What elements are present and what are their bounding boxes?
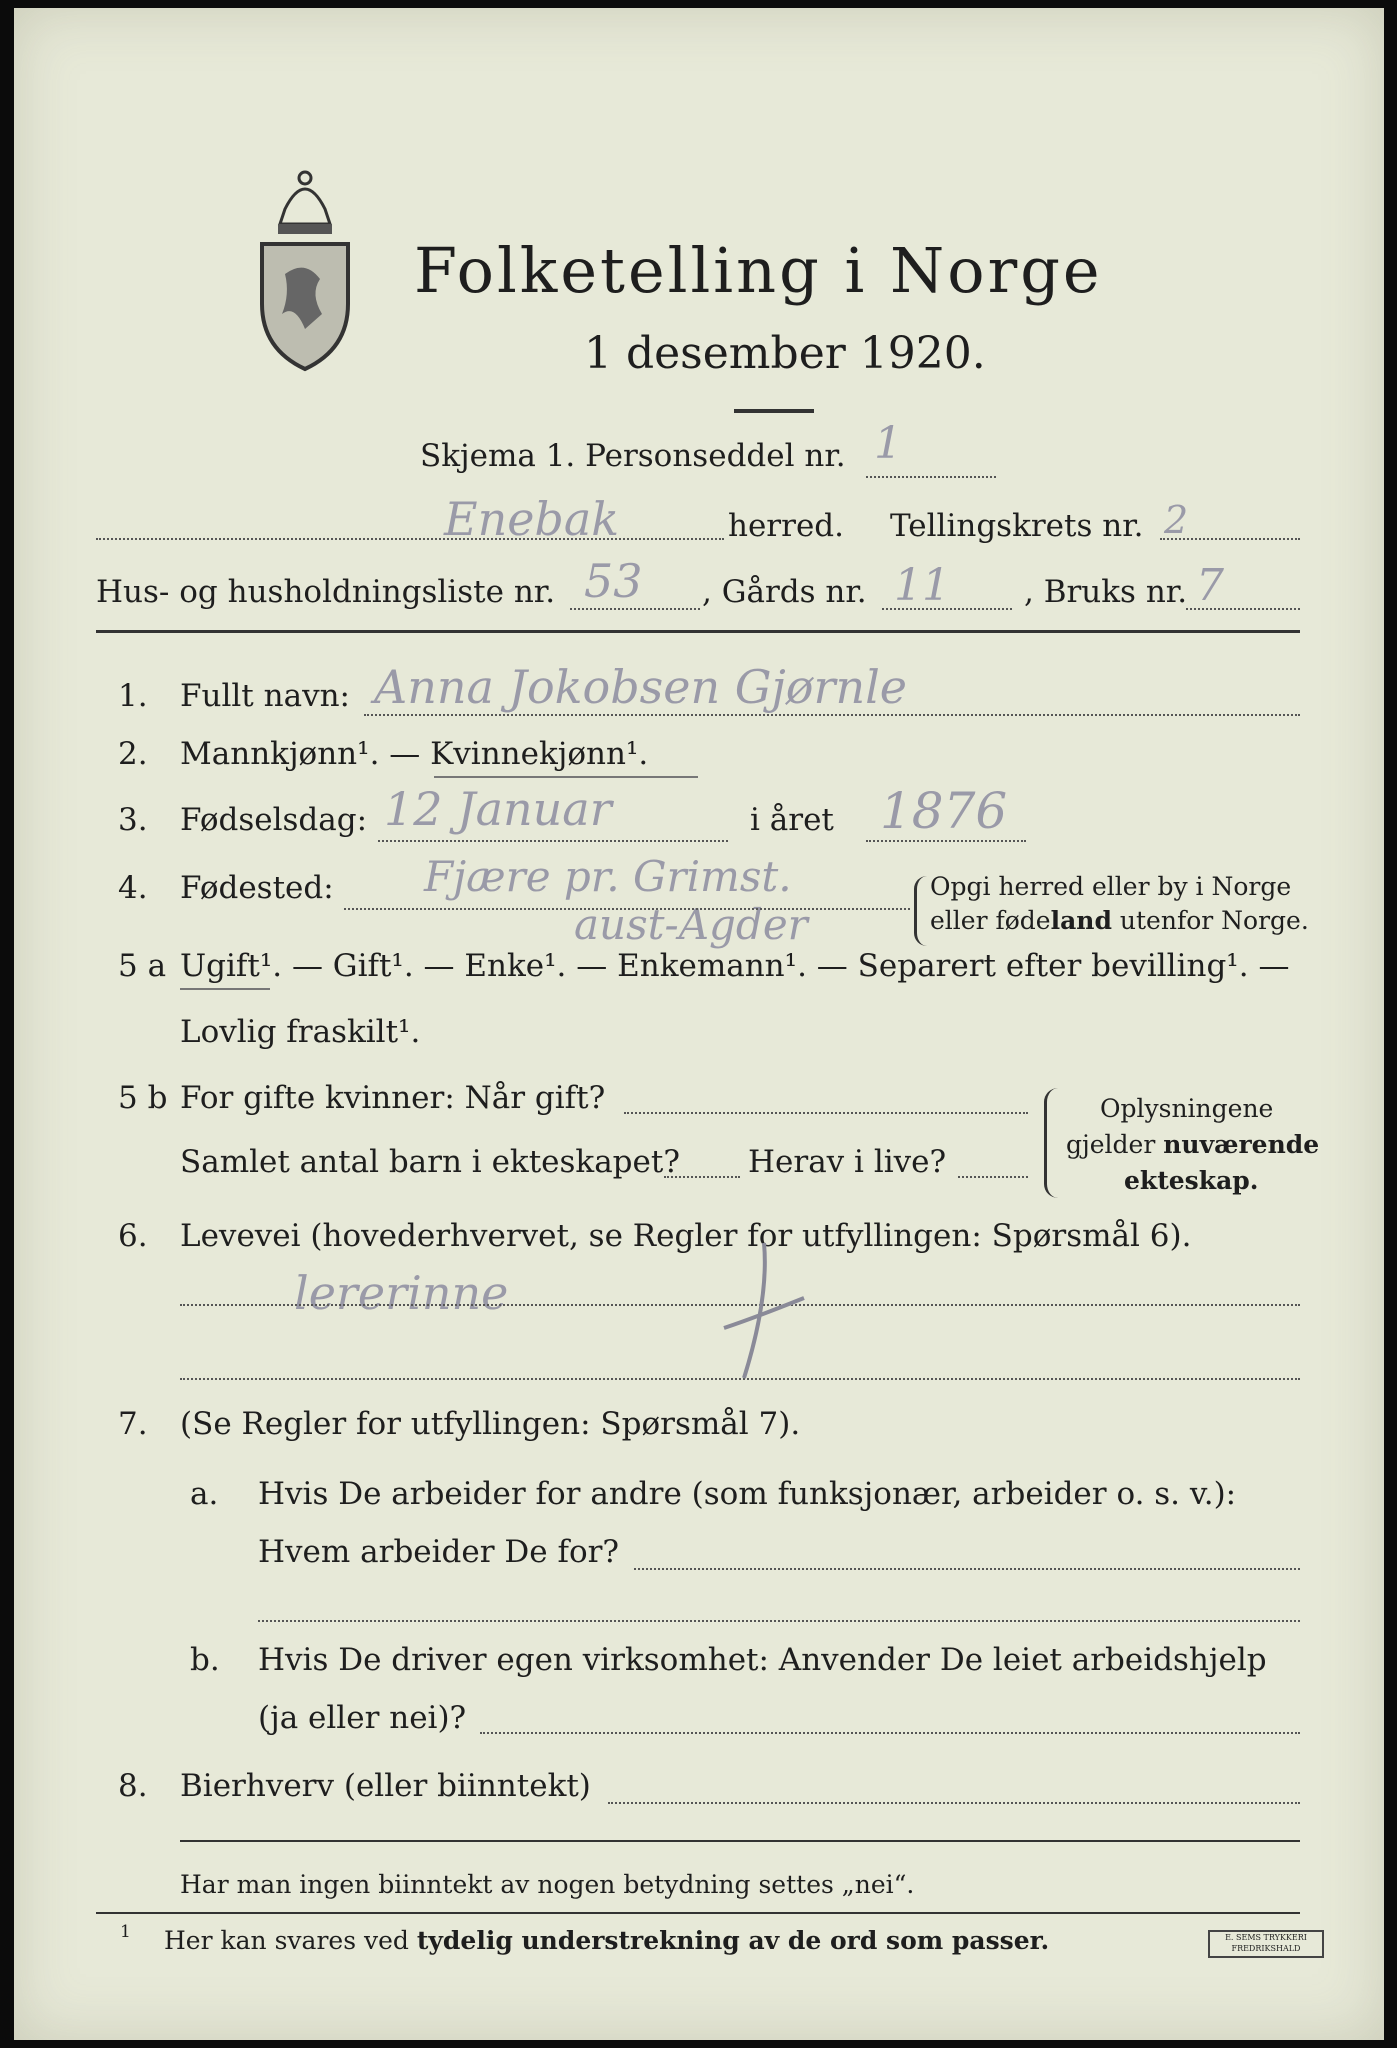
q3-value[interactable]: 12 Januar [384, 782, 612, 836]
schema-label: Skjema 1. Personseddel nr. [420, 438, 846, 474]
q4-number: 4. [118, 870, 148, 906]
q3-line [378, 840, 728, 842]
census-form [14, 8, 1384, 2040]
q1-number: 1. [118, 678, 148, 714]
q5a-underline [180, 988, 270, 990]
q6-label: Levevei (hovederhvervet, se Regler for utfyllingen: Spørsmål 6). [180, 1218, 1192, 1254]
q5b-note-line2: gjelder nuværende [1066, 1130, 1320, 1159]
q7b-question: (ja eller nei)? [258, 1700, 467, 1736]
q5b-alive-line [958, 1176, 1028, 1178]
q6-checkmark-icon [714, 1238, 814, 1388]
herred-line [96, 538, 724, 540]
coat-of-arms-icon [250, 164, 360, 374]
q5b-note-line3: ekteskap. [1124, 1166, 1259, 1195]
q3-year-line [866, 840, 1026, 842]
printer-stamp: E. SEMS TRYKKERI FREDRIKSHALD [1208, 1930, 1324, 1958]
q7-label: (Se Regler for utfyllingen: Spørsmål 7). [180, 1406, 801, 1442]
footnote-text: Her kan svares ved tydelig understrekning av de ord som passer. [164, 1926, 1050, 1955]
tellingskrets-label: Tellingskrets nr. [890, 508, 1144, 544]
q5b-label: For gifte kvinner: Når gift? [180, 1080, 606, 1116]
herred-label: herred. [728, 508, 844, 544]
q3-year-value[interactable]: 1876 [880, 782, 1008, 840]
q1-label: Fullt navn: [180, 678, 350, 714]
q3-year-label: i året [750, 802, 834, 838]
q3-number: 3. [118, 802, 148, 838]
q8-line [608, 1802, 1300, 1804]
bruks-label: , Bruks nr. [1024, 574, 1188, 610]
q3-label: Fødselsdag: [180, 802, 368, 838]
q1-value[interactable]: Anna Jokobsen Gjørnle [374, 660, 907, 714]
q4-brace [914, 876, 927, 946]
form-date: 1 desember 1920. [584, 328, 986, 379]
footnote-rule [96, 1912, 1300, 1914]
q5b-alive-label: Herav i live? [748, 1144, 947, 1180]
q8-label: Bierhverv (eller biinntekt) [180, 1768, 591, 1804]
gards-line [882, 608, 1012, 610]
q4-note-line1: Opgi herred eller by i Norge [930, 872, 1292, 901]
bruks-value[interactable]: 7 [1196, 560, 1224, 611]
q8-rule [180, 1840, 1300, 1842]
q7b-label: Hvis De driver egen virksomhet: Anvender De leiet arbeidshjelp [258, 1642, 1267, 1678]
q1-line [364, 714, 1300, 716]
q5b-children-label: Samlet antal barn i ekteskapet? [180, 1144, 680, 1180]
gards-label: , Gårds nr. [702, 574, 867, 610]
q5b-married-line [624, 1112, 1028, 1114]
q4-value[interactable]: Fjære pr. Grimst. [424, 852, 792, 901]
q8-number: 8. [118, 1768, 148, 1804]
tellingskrets-line [1160, 538, 1300, 540]
q2-label: Mannkjønn¹. — Kvinnekjønn¹. [180, 736, 649, 772]
q7b-letter: b. [190, 1642, 220, 1678]
q2-underline [434, 776, 698, 778]
tellingskrets-value[interactable]: 2 [1164, 498, 1189, 542]
q2-number: 2. [118, 736, 148, 772]
q7a-letter: a. [190, 1476, 219, 1512]
personseddel-line [866, 476, 996, 478]
q5b-number: 5 b [118, 1080, 168, 1116]
q4-label: Fødested: [180, 870, 334, 906]
q6-number: 6. [118, 1218, 148, 1254]
header-rule [96, 630, 1300, 633]
husholdningsliste-label: Hus- og husholdningsliste nr. [96, 574, 556, 610]
q7b-line [480, 1732, 1300, 1734]
gards-value[interactable]: 11 [894, 560, 950, 611]
bruks-line [1186, 608, 1300, 610]
q5b-children-line [664, 1176, 740, 1178]
husholdningsliste-line [570, 608, 700, 610]
form-title: Folketelling i Norge [414, 234, 1103, 307]
q8-note: Har man ingen biinntekt av nogen betydning settes „nei“. [180, 1870, 915, 1899]
personseddel-value[interactable]: 1 [874, 418, 902, 469]
husholdningsliste-value[interactable]: 53 [584, 554, 643, 608]
q7a-question: Hvem arbeider De for? [258, 1534, 620, 1570]
q7a-line1 [634, 1568, 1300, 1570]
q4-value-line2[interactable]: aust-Agder [574, 900, 808, 949]
q7-number: 7. [118, 1406, 148, 1442]
q7a-label: Hvis De arbeider for andre (som funksjonær, arbeider o. s. v.): [258, 1476, 1237, 1512]
q5a-label-line2: Lovlig fraskilt¹. [180, 1014, 421, 1050]
q4-note-line2: eller fødeland utenfor Norge. [930, 906, 1309, 935]
q5b-note-line1: Oplysningene [1100, 1094, 1274, 1123]
q5b-brace [1044, 1088, 1059, 1198]
q5a-label: Ugift¹. — Gift¹. — Enke¹. — Enkemann¹. — Separert efter bevilling¹. — [180, 948, 1290, 984]
q5a-number: 5 a [118, 948, 167, 984]
q6-value[interactable]: lererinne [294, 1266, 509, 1320]
footnote-marker: 1 [120, 1922, 131, 1942]
q4-line [344, 908, 910, 910]
herred-value[interactable]: Enebak [444, 492, 620, 546]
q7a-line2 [258, 1620, 1300, 1622]
title-divider [734, 409, 814, 413]
